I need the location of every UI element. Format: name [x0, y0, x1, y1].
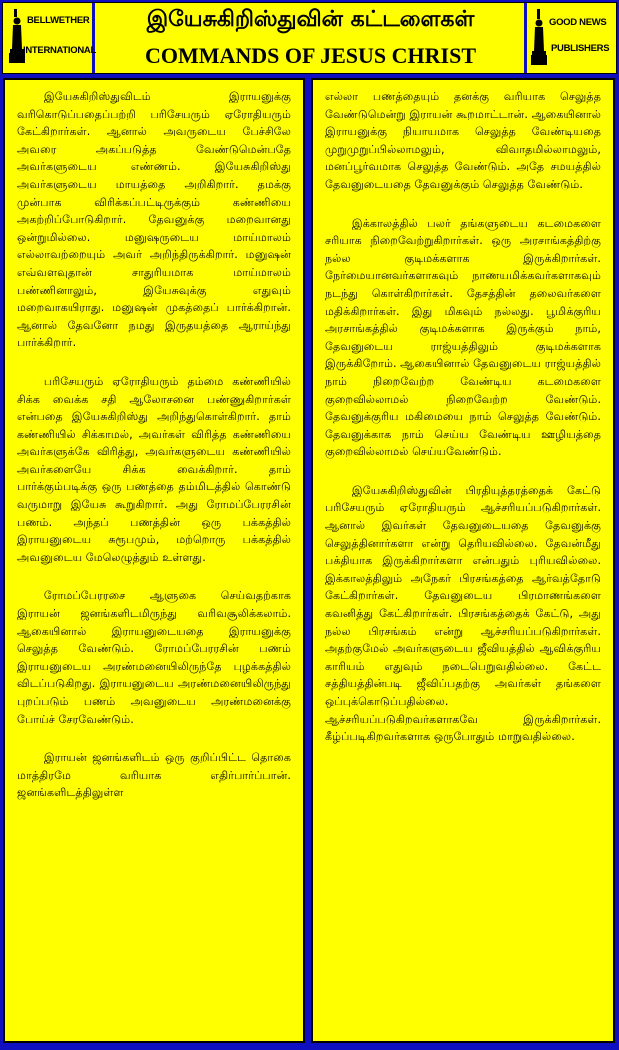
logo-right-line1: GOOD NEWS: [549, 17, 607, 28]
right-text-column: [311, 78, 615, 1043]
paragraph: இயேசுகிறிஸ்துவின் பிரதியுத்தரத்தைக் கேட்டு பரிசேயரும் ஏரோதியரும் ஆச்சரியப்படுகிறார்கள். ஆனால் இவர்கள் தேவனுடையதை தேவனுக்கு செலுத்தினார்களா என்று தெரியவில்லை. தேவன்மீது பக்தியாக இருக்கிறார்களா என்பதும் புரியவில்லை. இக்காலத்திலும் அநேகர் பிரசங்கத்தை ஆர்வத்தோடு கேட்கிறார்கள். தேவனுடைய பிரமாணங்களை கவனித்து கேட்கிறார்கள். பிரசங்கத்தைக் கேட்டு, அது நல்ல பிரசங்கம் என்று ஆச்சரியப்படுகிறார்கள். அதற்குமேல் அவர்களுடைய ஜீவியத்தில் ஆவிக்குரிய காரியம் எதுவும் நடைபெறுவதில்லை. கேட்ட சத்தியத்தின்படி ஜீவிப்பதற்கு அவர்கள் தங்களை ஒப்புக்கொடுப்பதில்லை. ஆச்சரியப்படுகிறவர்களாகவே இருக்கிறார்கள். கீழ்ப்படிகிறவர்களாக ஒருபோதும் மாறுவதில்லை.: [325, 483, 601, 744]
left-text-column: [3, 78, 305, 1043]
paragraph: இராயன் ஜனங்களிடம் ஒரு குறிப்பிட்ட தொகை மாத்திரமே வரியாக எதிர்பார்ப்பான். ஜனங்களிடத்திலுள்ள: [17, 751, 291, 800]
paragraph: ரோமப்பேரரசை ஆளுகை செய்வதற்காக இராயன் ஜனங்களிடமிருந்து வரிவசூலிக்கலாம். ஆகையினால் இராயனுடையதை இராயனுக்கு செலுத்த வேண்டும். ரோமப்பேரரசின் பணம் இராயனுடைய அரண்மனையிலிருந்தே புழக்கத்தில் விடப்படுகிறது. இராயனுடைய அரண்மனையிலிருந்து புறப்படும் பணம் அவனுடைய அரண்மனைக்கு போய்ச் சேரவேண்டும்.: [17, 589, 291, 726]
page-title-tamil: இயேசுகிறிஸ்துவின் கட்டளைகள்: [146, 7, 475, 32]
paragraph: இயேசுகிறிஸ்துவிடம் இராயனுக்கு வரிகொடுப்பதைப்பற்றி பரிசேயரும் ஏரோதியரும் கேட்கிறார்கள். ஆனால் அவருடைய பேச்சிலே அவரை அகப்படுத்த வேண்டுமென்பதே அவர்களுடைய எண்ணம். இயேசுகிறிஸ்து அவர்களுடைய மாயத்தை அறிகிறார். தமக்கு முன்பாக விரிக்கப்பட்டிருக்கும் கண்ணியை அகற்றிப்போடுகிறார். தேவனுக்கு மறைவானது ஒன்றுமில்லை. மனுஷருடைய மாய்மாலம் எல்லாவற்றையும் அவர் அறிந்திருக்கிறார். மனுஷன் எவ்வளவுதான் சாதுரியமாக மாய்மாலம் பண்ணினாலும், இயேசுவுக்கு எதுவும் மறைவாகயிராது. மனுஷன் முகத்தைப் பார்க்கிறான். ஆனால் தேவனோ நமது இருதயத்தை ஆராய்ந்து பார்க்கிறார்.: [17, 90, 291, 350]
logo-good-news: [524, 3, 616, 73]
paragraph: பரிசேயரும் ஏரோதியரும் தம்மை கண்ணியில் சிக்க வைக்க சதி ஆலோசனை பண்ணுகிறார்கள் என்பதை இயேசுகிறிஸ்து அறிந்துகொள்கிறார். தாம் கண்ணியில் சிக்காமல், அவர்கள் விரித்த கண்ணியை அவர்களுக்கே விரித்து, அவர்களுடைய கண்ணியில் அவர்களையே சிக்க வைக்கிறார். தாம் பார்க்கும்படிக்கு ஒரு பணத்தை தம்மிடத்தில் கொண்டு வருமாறு இயேசு கூறுகிறார். அது ரோமப்பேரரசின் பணம். அந்தப் பணத்தின் ஒரு பக்கத்தில் இராயனுடைய சுரூபமும், மற்றொரு பக்கத்தில் அவனுடைய மேலெழுத்தும் உள்ளது.: [17, 374, 291, 564]
header-banner: [2, 2, 617, 74]
page-title-english: COMMANDS OF JESUS CHRIST: [144, 43, 477, 68]
logo-right-line2: PUBLISHERS: [551, 43, 610, 54]
title-block: [98, 3, 523, 73]
logo-bellwether: [3, 3, 95, 73]
statue-icon: [531, 9, 547, 65]
paragraph: எல்லா பணத்தையும் தனக்கு வரியாக செலுத்த வேண்டுமென்று இராயன் கூறமாட்டான். ஆகையினால் இராயனுக்கு நியாயமாக செலுத்த வேண்டியதை முறுமுறுப்பில்லாமலும், விவாதமில்லாமலும், மனப்பூர்வமாக செலுத்த வேண்டும். அதே சமயத்தில் தேவனுடையதை தேவனுக்கும் செலுத்த வேண்டும்.: [325, 90, 601, 191]
logo-left-line1: BELLWETHER: [27, 15, 90, 26]
logo-left-line2: INTERNATIONAL: [23, 45, 96, 56]
paragraph: இக்காலத்தில் பலர் தங்களுடைய கடமைகளை சரியாக நிறைவேற்றுகிறார்கள். ஒரு அரசாங்கத்திற்கு நல்ல குடிமக்களாக இருக்கிறார்கள். நேர்மையானவர்களாகவும் நாணயமிக்கவர்களாகவும் நடந்து கொள்கிறார்கள். தேசத்தின் தலைவர்களை மதிக்கிறார்கள். இது மிகவும் நல்லது. பூமிக்குரிய அரசாங்கத்தில் குடிமக்களாக இருக்கும் நாம், தேவனுடைய ராஜ்யத்திலும் குடிமக்களாக இருக்கிறோம். ஆகையினால் தேவனுடைய ராஜ்யத்தில் நாம் நிறைவேற்ற வேண்டிய கடமைகளை குறைவில்லாமல் நிறைவேற்ற வேண்டும். தேவனுக்குரிய மகிமையை நாம் செலுத்த வேண்டும். தேவனுக்காக நாம் செய்ய வேண்டிய ஊழியத்தை குறைவில்லாமல் செய்யவேண்டும்.: [325, 216, 601, 459]
